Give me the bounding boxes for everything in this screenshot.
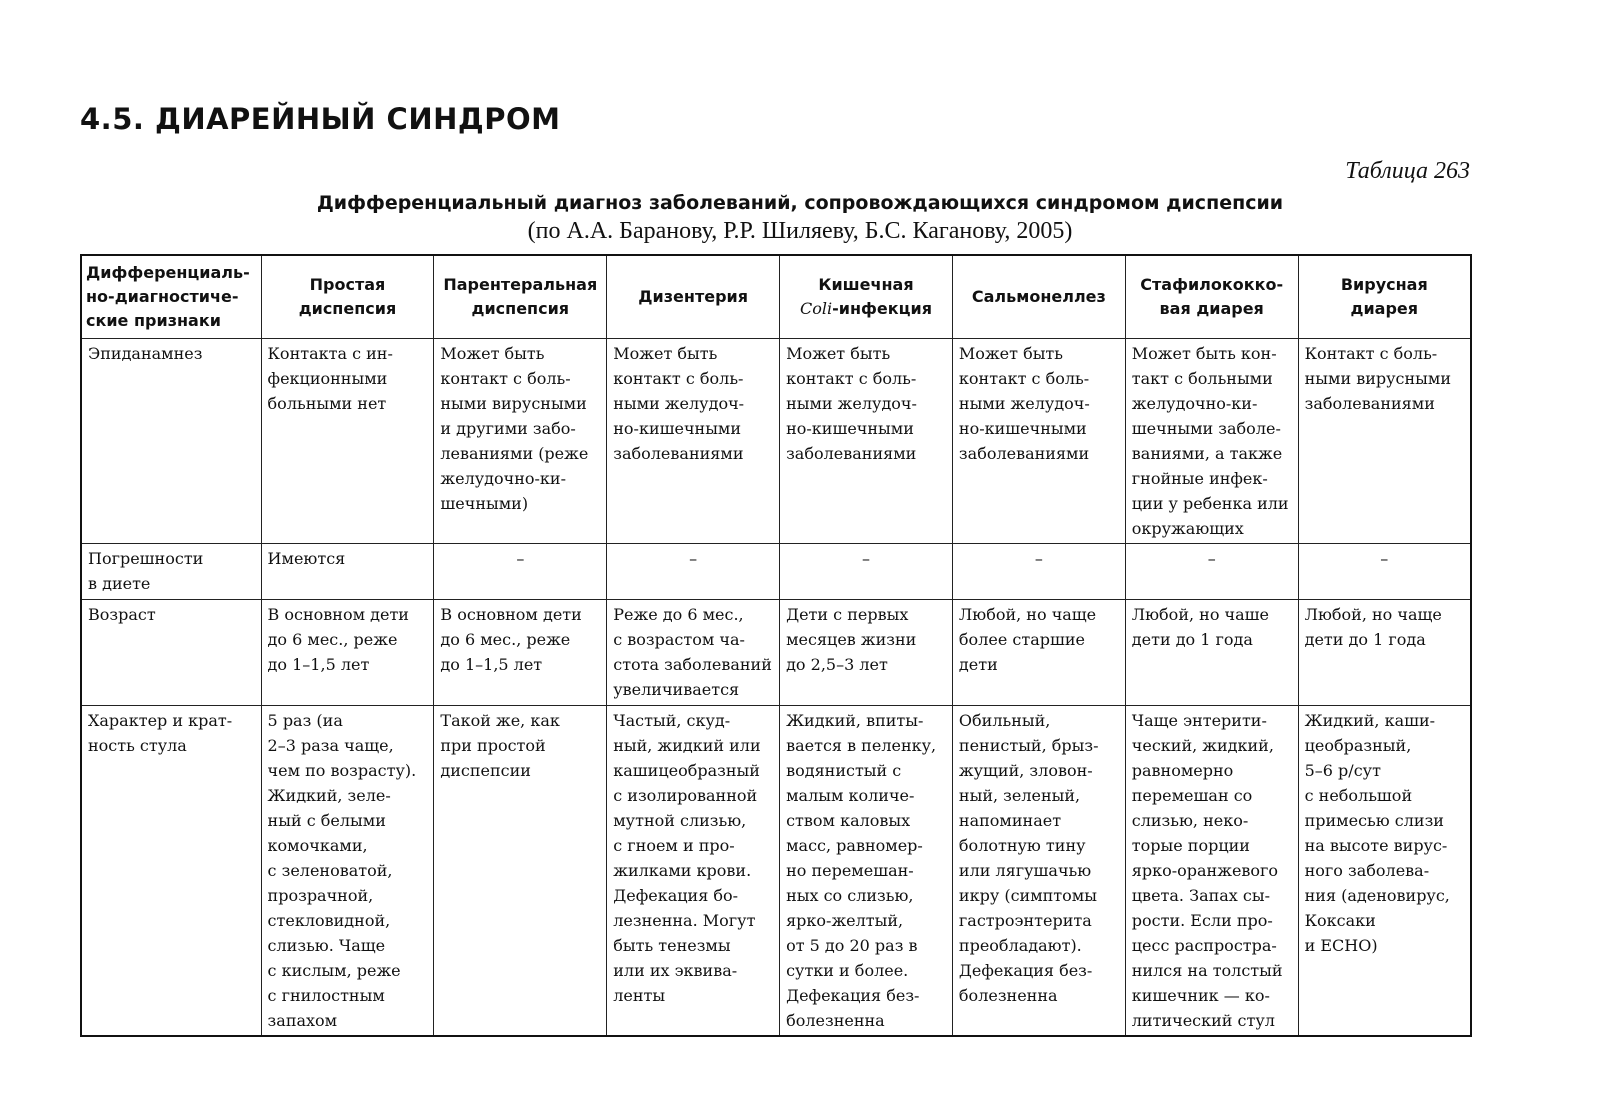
table-cell: Такой же, как при простой диспепсии (434, 706, 607, 1037)
row-label: Погрешности в диете (81, 544, 261, 600)
header-staph-diarrhea: Стафилококко- вая диарея (1125, 255, 1298, 339)
header-coli-infection (780, 255, 953, 339)
table-cell: – (1125, 544, 1298, 600)
table-cell: Частый, скуд- ный, жидкий или кашицеобразный с изолированной мутной слизью, с гноем и про- жилками крови. Дефекация бо- лезненна. Могут быть тенезмы или их эквива- ленты (607, 706, 780, 1037)
table-cell: 5 раз (иа 2–3 раза чаще, чем по возрасту). Жидкий, зеле- ный с белыми комочками, с зеленоватой, прозрачной, стекловидной, слизью. Чаще с кислым, реже с гнилостным запахом (261, 706, 434, 1037)
table-cell: Жидкий, впиты- вается в пеленку, водянистый с малым количе- ством каловых масс, равномер- но перемешан- ных со слизью, ярко-желтый, от 5 до 20 раз в сутки и более. Дефекация без- болезненна (780, 706, 953, 1037)
table-cell: – (952, 544, 1125, 600)
table-cell: Дети с первых месяцев жизни до 2,5–3 лет (780, 600, 953, 706)
table-row-epid-history (81, 339, 1471, 544)
header-dysentery: Дизентерия (607, 255, 780, 339)
differential-diagnosis-table (80, 254, 1472, 1037)
table-cell: Обильный, пенистый, брыз- жущий, зловон- ный, зеленый, напоминает болотную тину или лягушачью икру (симптомы гастроэнтерита преобладают). Дефекация без- болезненна (952, 706, 1125, 1037)
table-cell: Любой, но чаше дети до 1 года (1125, 600, 1298, 706)
row-label: Характер и крат- ность стула (81, 706, 261, 1037)
table-cell: Может быть контакт с боль- ными желудоч- но-кишечными заболеваниями (780, 339, 953, 544)
table-cell: Любой, но чаще дети до 1 года (1298, 600, 1471, 706)
table-cell: Любой, но чаще более старшие дети (952, 600, 1125, 706)
section-title: 4.5. ДИАРЕЙНЫЙ СИНДРОМ (80, 102, 561, 136)
table-cell: Реже до 6 мес., с возрастом ча- стота заболеваний увеличивается (607, 600, 780, 706)
row-label: Эпиданамнез (81, 339, 261, 544)
table-cell: Может быть контакт с боль- ными желудоч- но-кишечными заболеваниями (607, 339, 780, 544)
table-cell: Может быть контакт с боль- ными желудоч- но-кишечными заболеваниями (952, 339, 1125, 544)
table-cell: Чаще энтерити- ческий, жидкий, равномерно перемешан со слизью, неко- торые порции ярко-оранжевого цвета. Запах сы- рости. Если про- цесс распростра- нился на толстый кишечник — ко- литический стул (1125, 706, 1298, 1037)
table-cell: Имеются (261, 544, 434, 600)
header-viral-diarrhea: Вирусная диарея (1298, 255, 1471, 339)
table-caption-title: Дифференциальный диагноз заболеваний, сопровождающихся синдромом диспепсии (316, 192, 1284, 214)
table-row-diet-errors (81, 544, 1471, 600)
table-row-stool-character (81, 706, 1471, 1037)
table-cell: Контакта с ин- фекционными больными нет (261, 339, 434, 544)
table-cell: Может быть кон- такт с больными желудочно-ки- шечными заболе- ваниями, а также гнойные инфек- ции у ребенка или окружающих (1125, 339, 1298, 544)
header-coli-rest: -инфекция (832, 299, 932, 318)
header-parenteral-dyspepsia: Парентеральная диспепсия (434, 255, 607, 339)
table-cell: – (780, 544, 953, 600)
table-header-row (81, 255, 1471, 339)
table-caption-source: (по А.А. Баранову, Р.Р. Шиляеву, Б.С. Каганову, 2005) (527, 218, 1073, 244)
table-cell: – (434, 544, 607, 600)
header-coli-italic: Coli (800, 299, 833, 318)
table-cell: Может быть контакт с боль- ными вирусными и другими забо- леваниями (реже желудочно-ки- шечными) (434, 339, 607, 544)
header-salmonellosis: Сальмонеллез (952, 255, 1125, 339)
table-cell: В основном дети до 6 мес., реже до 1–1,5 лет (434, 600, 607, 706)
table-cell: В основном дети до 6 мес., реже до 1–1,5 лет (261, 600, 434, 706)
table-cell: Жидкий, каши- цеобразный, 5–6 р/сут с небольшой примесью слизи на высоте вирус- ного заболева- ния (аденовирус, Коксаки и ЕСНО) (1298, 706, 1471, 1037)
header-coli-line1: Кишечная (818, 275, 914, 294)
table-row-age (81, 600, 1471, 706)
row-label: Возраст (81, 600, 261, 706)
table-number-label: Таблица 263 (1345, 158, 1470, 184)
table-cell: – (607, 544, 780, 600)
header-simple-dyspepsia: Простая диспепсия (261, 255, 434, 339)
header-criteria: Дифференциаль- но-диагностиче- ские признаки (81, 255, 261, 339)
table-cell: Контакт с боль- ными вирусными заболеваниями (1298, 339, 1471, 544)
table-cell: – (1298, 544, 1471, 600)
